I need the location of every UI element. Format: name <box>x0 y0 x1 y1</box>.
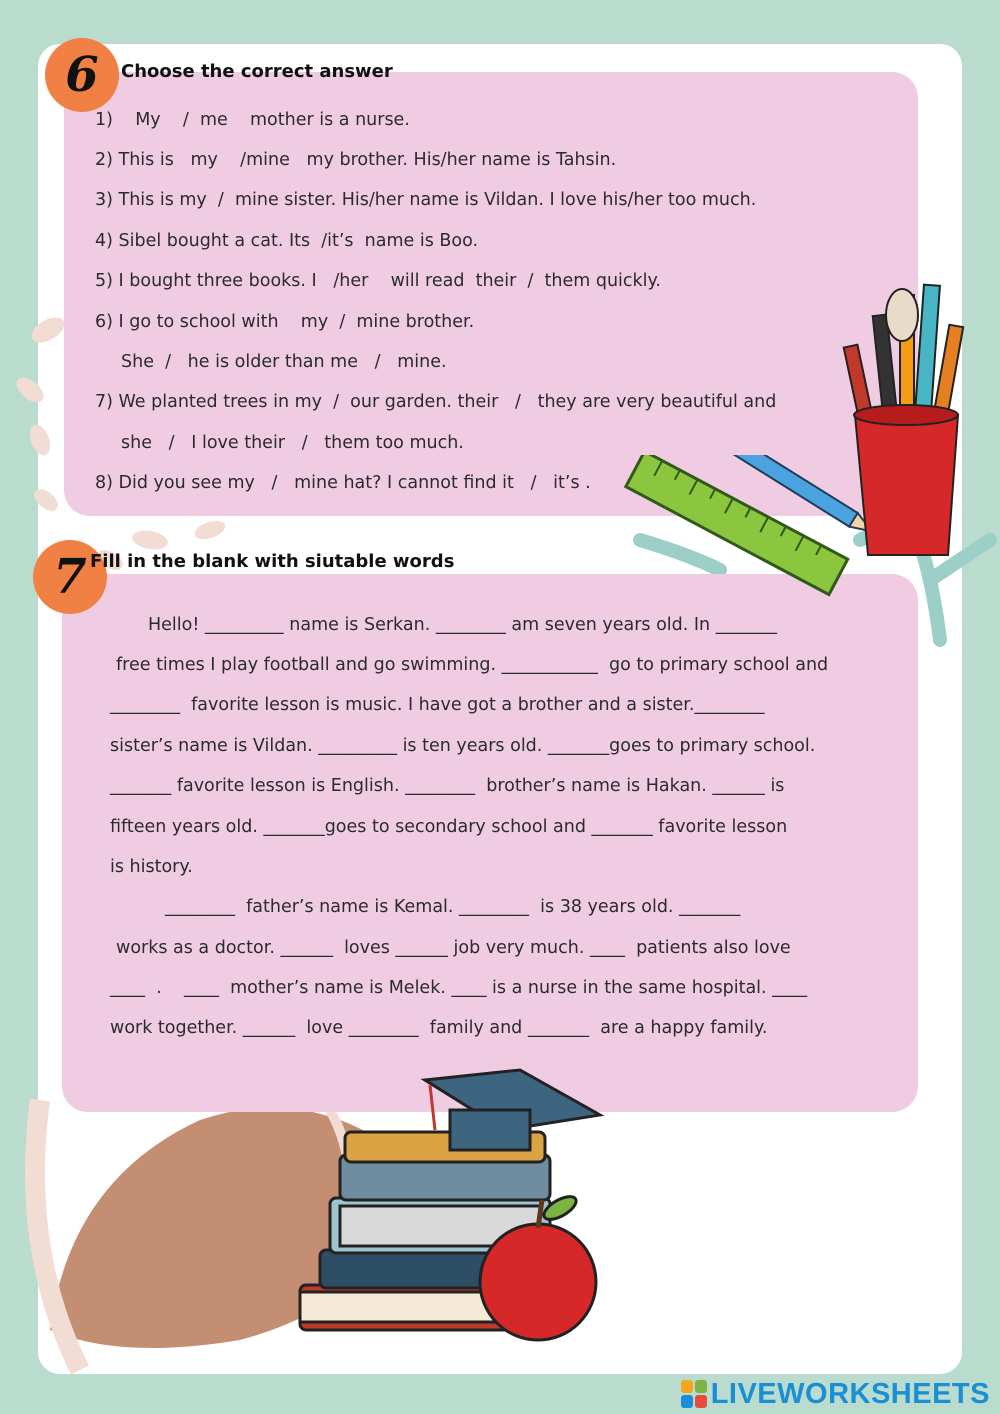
liveworksheets-icon <box>681 1380 707 1408</box>
ex6-line-6: 6) I go to school with my / mine brother. <box>95 312 475 332</box>
exercise-6-title: Choose the correct answer <box>121 61 393 82</box>
exercise-7-title: Fill in the blank with siutable words <box>90 551 455 572</box>
ex6-line-3: 3) This is my / mine sister. His/her name is Vildan. I love his/her too much. <box>95 190 757 210</box>
ex6-line-4: 4) Sibel bought a cat. Its /it’s name is Boo. <box>95 231 479 251</box>
ex7-line-11: work together. ______ love ________ family and _______ are a happy family. <box>110 1018 768 1038</box>
ex6-line-7b: she / I love their / them too much. <box>121 433 464 453</box>
exercise-6-number-badge: 6 <box>45 38 119 112</box>
brand-name: LIVEWORKSHEETS <box>710 1377 990 1410</box>
liveworksheets-logo <box>681 1376 990 1412</box>
ex6-line-6b: She / he is older than me / mine. <box>121 352 447 372</box>
ex6-line-8: 8) Did you see my / mine hat? I cannot find it / it’s . <box>95 473 591 493</box>
ex7-line-9: works as a doctor. ______ loves ______ job very much. ____ patients also love <box>116 938 791 958</box>
ex7-line-2: free times I play football and go swimming. ___________ go to primary school and <box>116 655 829 675</box>
ex6-line-2: 2) This is my /mine my brother. His/her name is Tahsin. <box>95 150 617 170</box>
ex6-line-5: 5) I bought three books. I /her will read their / them quickly. <box>95 271 661 291</box>
ex6-line-1: 1) My / me mother is a nurse. <box>95 110 410 130</box>
ex7-line-1: Hello! _________ name is Serkan. ________ am seven years old. In _______ <box>148 615 777 635</box>
books-cap-apple-illustration <box>290 1060 610 1360</box>
ex7-line-5: _______ favorite lesson is English. ________ brother’s name is Hakan. ______ is <box>110 776 785 796</box>
pencil-cup-illustration <box>840 275 970 565</box>
ex7-line-3: ________ favorite lesson is music. I have got a brother and a sister.________ <box>110 695 765 715</box>
ex7-line-7: is history. <box>110 857 193 877</box>
ex7-line-6: fifteen years old. _______goes to secondary school and _______ favorite lesson <box>110 817 788 837</box>
ex7-line-4: sister’s name is Vildan. _________ is ten years old. _______goes to primary school. <box>110 736 816 756</box>
exercise-7-number-badge: 7 <box>33 540 107 614</box>
ex7-line-8: ________ father’s name is Kemal. ________ is 38 years old. _______ <box>165 897 741 917</box>
ex6-line-7: 7) We planted trees in my / our garden. their / they are very beautiful and <box>95 392 777 412</box>
ex7-line-10: ____ . ____ mother’s name is Melek. ____ is a nurse in the same hospital. ____ <box>110 978 808 998</box>
